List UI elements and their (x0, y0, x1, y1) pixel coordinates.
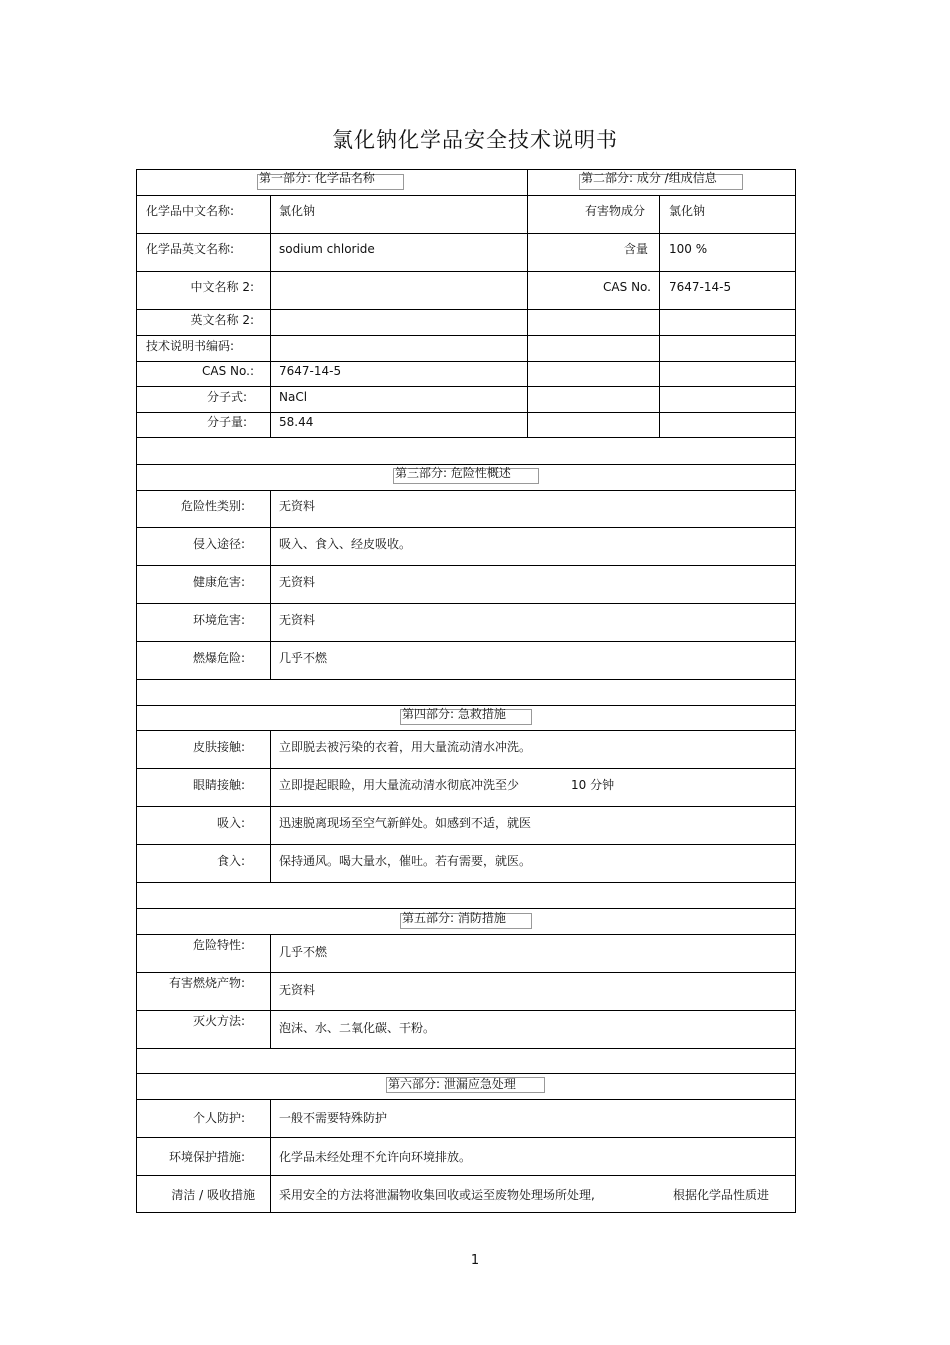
part2-label-hazard-comp: 有害物成分 (584, 204, 645, 218)
page-number: 1 (470, 1253, 480, 1268)
part2-header: 第二部分: 成分 /组成信息 (581, 171, 717, 185)
part1-label-spec-code: 技术说明书编码: (146, 339, 235, 353)
part4-value-inhalation: 迅速脱离现场至空气新鲜处。如感到不适，就医 (279, 816, 532, 830)
part3-label-hazard-class: 危险性类别: (180, 499, 245, 513)
part6-value-env-protection: 化学品未经处理不允许向环境排放。 (279, 1150, 472, 1164)
part4-label-inhalation: 吸入: (216, 816, 245, 830)
part1-label-cn-name: 化学品中文名称: (146, 204, 235, 218)
part6-value-cleanup-continued: 根据化学品性质进 (673, 1188, 770, 1202)
part2-value-hazard-comp: 氯化钠 (669, 204, 706, 218)
part1-value-cn-name: 氯化钠 (279, 204, 316, 218)
part4-value-eye-duration: 10 分钟 (571, 778, 615, 792)
part6-label-personal-protection: 个人防护: (192, 1111, 245, 1125)
part6-header: 第六部分: 泄漏应急处理 (388, 1077, 516, 1091)
part2-label-cas: CAS No. (603, 280, 651, 294)
part4-label-eye: 眼睛接触: (192, 778, 245, 792)
part1-value-mol-weight: 58.44 (279, 415, 314, 429)
part3-label-health-hazard: 健康危害: (192, 575, 245, 589)
part3-value-entry-route: 吸入、食入、经皮吸收。 (279, 537, 412, 551)
part6-label-env-protection: 环境保护措施: (168, 1150, 245, 1164)
part1-label-en-name-2: 英文名称 2: (190, 313, 254, 327)
part5-label-extinguish: 灭火方法: (192, 1014, 245, 1028)
part1-value-cas: 7647-14-5 (279, 364, 342, 378)
part3-label-fire-hazard: 燃爆危险: (192, 651, 245, 665)
part5-value-hazard-props: 几乎不燃 (279, 945, 328, 959)
msds-table (136, 169, 796, 1213)
part4-header: 第四部分: 急救措施 (402, 707, 506, 721)
part3-value-env-hazard: 无资料 (279, 613, 316, 627)
part4-label-skin: 皮肤接触: (192, 740, 245, 754)
part2-value-cas: 7647-14-5 (669, 280, 732, 294)
part4-label-ingestion: 食入: (216, 854, 245, 868)
part5-value-combustion-products: 无资料 (279, 983, 316, 997)
part6-label-cleanup: 清洁 / 吸收措施 (171, 1188, 255, 1202)
part5-label-combustion-products: 有害燃烧产物: (168, 976, 245, 990)
part5-label-hazard-props: 危险特性: (192, 938, 245, 952)
part3-label-env-hazard: 环境危害: (192, 613, 245, 627)
part1-label-en-name: 化学品英文名称: (146, 242, 235, 256)
part4-value-ingestion: 保持通风。喝大量水，催吐。若有需要，就医。 (279, 854, 532, 868)
part3-value-hazard-class: 无资料 (279, 499, 316, 513)
part1-value-formula: NaCl (279, 390, 308, 404)
part4-value-eye: 立即提起眼睑，用大量流动清水彻底冲洗至少 (279, 778, 520, 792)
document-title: 氯化钠化学品安全技术说明书 (332, 128, 618, 152)
part2-value-content: 100 % (669, 242, 708, 256)
part3-header: 第三部分: 危险性概述 (395, 466, 511, 480)
part5-value-extinguish: 泡沫、水、二氧化碳、干粉。 (279, 1021, 436, 1035)
part1-value-en-name: sodium chloride (279, 242, 375, 256)
part1-label-cas: CAS No.: (202, 364, 254, 378)
part6-value-cleanup: 采用安全的方法将泄漏物收集回收或运至废物处理场所处理, (279, 1188, 595, 1202)
part1-label-cn-name-2: 中文名称 2: (190, 280, 254, 294)
part4-value-skin: 立即脱去被污染的衣着，用大量流动清水冲洗。 (279, 740, 532, 754)
part2-label-content: 含量 (623, 242, 648, 256)
part6-value-personal-protection: 一般不需要特殊防护 (279, 1111, 388, 1125)
part1-label-formula: 分子式: (206, 390, 247, 404)
part3-value-health-hazard: 无资料 (279, 575, 316, 589)
part3-label-entry-route: 侵入途径: (192, 537, 245, 551)
part1-header: 第一部分: 化学品名称 (259, 171, 375, 185)
part3-value-fire-hazard: 几乎不燃 (279, 651, 328, 665)
part1-label-mol-weight: 分子量: (206, 415, 247, 429)
part5-header: 第五部分: 消防措施 (402, 911, 506, 925)
